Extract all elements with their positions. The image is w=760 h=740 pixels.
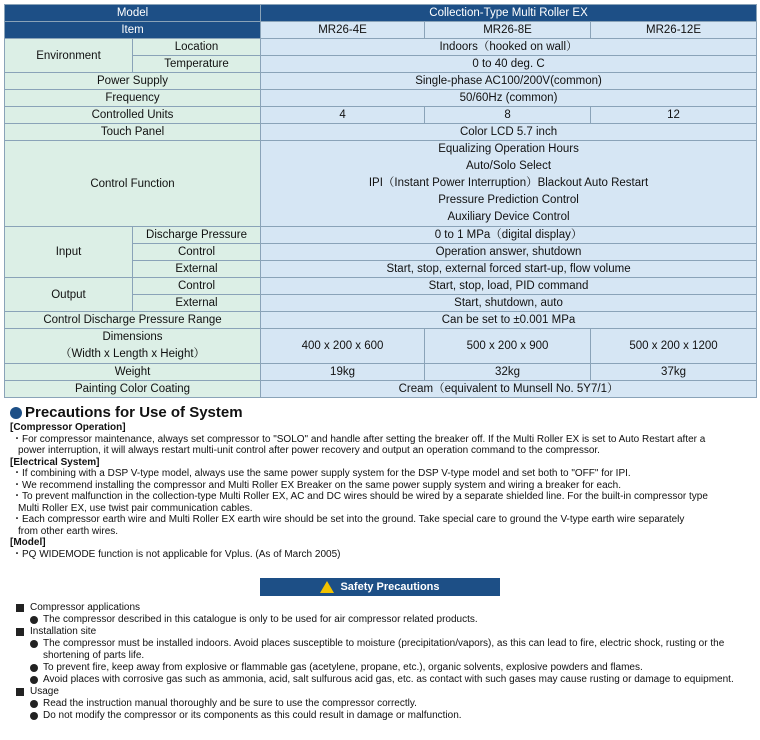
painting-value: Cream（equivalent to Munsell No. 5Y7/1）	[261, 381, 757, 398]
touch-panel-value: Color LCD 5.7 inch	[261, 124, 757, 141]
safety-item-text: The compressor must be installed indoors. Avoid places susceptible to moisture (precipitation/vapors), as this can lead to fire, electric shock, rusting or the shortening of parts life.	[43, 638, 725, 661]
safety-precautions-bar	[260, 578, 500, 596]
touch-panel-label: Touch Panel	[5, 124, 261, 141]
safety-item-text: To prevent fire, keep away from explosive or flammable gas (acetylene, propane, etc.), organic solvents, explosive powders and flames.	[43, 662, 643, 673]
safety-item	[16, 638, 751, 662]
bullet-dot-icon	[10, 407, 22, 419]
safety-category	[16, 626, 751, 638]
safety-item	[16, 662, 751, 674]
dimensions-title: Dimensions	[102, 331, 163, 343]
safety-item-text: The compressor described in this catalogue is only to be used for air compressor related products.	[43, 614, 478, 625]
weight-value-1: 19kg	[261, 364, 425, 381]
precaution-line: Multi Roller EX, use twist pair communication cables.	[18, 502, 253, 514]
model-header: Model	[5, 5, 261, 22]
power-supply-label: Power Supply	[5, 73, 261, 90]
dimension-value-3: 500 x 200 x 1200	[591, 329, 757, 364]
control-function-label: Control Function	[5, 141, 261, 227]
output-control-value: Start, stop, load, PID command	[261, 278, 757, 295]
function-item: Equalizing Operation Hours	[438, 143, 579, 155]
dimension-value-1: 400 x 200 x 600	[261, 329, 425, 364]
compressor-operation-heading: [Compressor Operation]	[10, 422, 126, 433]
controlled-units-label: Controlled Units	[5, 107, 261, 124]
precaution-line: ・If combining with a DSP V-type model, always use the same power supply system for the DSP V-type model and set both to "OFF" for IPI.	[12, 468, 631, 479]
safety-item	[16, 674, 751, 686]
safety-item-text: Avoid places with corrosive gas such as ammonia, acid, salt sulfurous acid gas, etc. as contact with such gases may cause rusting or damage to equipment.	[43, 674, 734, 685]
precautions-title-text: Precautions for Use of System	[25, 404, 243, 422]
precaution-line: ・Each compressor earth wire and Multi Roller EX earth wire should be set into the ground. Take special care to ground the V-type earth wire separately	[12, 514, 685, 525]
function-item: IPI（Instant Power Interruption）Blackout Auto Restart	[368, 177, 649, 189]
frequency-value: 50/60Hz (common)	[261, 90, 757, 107]
bullet-dot-icon	[30, 640, 38, 648]
bullet-dot-icon	[30, 616, 38, 624]
model-col-1: MR26-4E	[261, 22, 425, 39]
input-external-value: Start, stop, external forced start-up, flow volume	[261, 261, 757, 278]
temperature-value: 0 to 40 deg. C	[261, 56, 757, 73]
category-label: Installation site	[30, 626, 97, 637]
warning-icon	[320, 581, 334, 593]
input-control-label: Control	[133, 244, 261, 261]
discharge-pressure-label: Discharge Pressure	[133, 227, 261, 244]
safety-item-text: Do not modify the compressor or its components as this could result in damage or malfunction.	[43, 710, 462, 721]
location-label: Location	[133, 39, 261, 56]
output-external-value: Start, shutdown, auto	[261, 295, 757, 312]
precaution-line: ・For compressor maintenance, always set compressor to "SOLO" and handle after setting the breaker off. If the Multi Roller EX is set to Auto Restart after a	[12, 433, 706, 445]
dimension-value-2: 500 x 200 x 900	[425, 329, 591, 364]
input-control-value: Operation answer, shutdown	[261, 244, 757, 261]
precaution-line: ・PQ WIDEMODE function is not applicable for Vplus. (As of March 2005)	[12, 548, 341, 560]
units-value-3: 12	[591, 107, 757, 124]
category-label: Compressor applications	[30, 602, 141, 613]
power-supply-value: Single-phase AC100/200V(common)	[261, 73, 757, 90]
safety-item	[16, 710, 751, 722]
units-value-1: 4	[261, 107, 425, 124]
square-bullet-icon	[16, 628, 24, 636]
safety-item-text: Read the instruction manual thoroughly and be sure to use the compressor correctly.	[43, 698, 417, 709]
safety-precautions-title: Safety Precautions	[340, 581, 440, 593]
bullet-dot-icon	[30, 676, 38, 684]
electrical-system-heading: [Electrical System]	[10, 456, 100, 468]
safety-item	[16, 698, 751, 710]
control-function-list	[261, 141, 757, 227]
painting-label: Painting Color Coating	[5, 381, 261, 398]
dimensions-subtitle: （Width x Length x Height）	[59, 348, 206, 360]
weight-value-2: 32kg	[425, 364, 591, 381]
temperature-label: Temperature	[133, 56, 261, 73]
weight-label: Weight	[5, 364, 261, 381]
output-label: Output	[5, 278, 133, 312]
spec-table	[4, 4, 757, 398]
output-control-label: Control	[133, 278, 261, 295]
frequency-label: Frequency	[5, 90, 261, 107]
precautions-title	[10, 404, 750, 422]
precautions-section	[10, 404, 750, 560]
safety-item	[16, 614, 751, 626]
function-item: Auxiliary Device Control	[447, 211, 570, 223]
model-col-3: MR26-12E	[591, 22, 757, 39]
input-label: Input	[5, 227, 133, 278]
function-item: Pressure Prediction Control	[438, 194, 579, 206]
units-value-2: 8	[425, 107, 591, 124]
safety-category	[16, 602, 751, 614]
discharge-pressure-value: 0 to 1 MPa（digital display）	[261, 227, 757, 244]
function-item: Auto/Solo Select	[466, 160, 552, 172]
bullet-dot-icon	[30, 712, 38, 720]
precaution-line: from other earth wires.	[18, 525, 119, 537]
cdpr-value: Can be set to ±0.001 MPa	[261, 312, 757, 329]
location-value: Indoors（hooked on wall）	[261, 39, 757, 56]
precaution-line: ・To prevent malfunction in the collection-type Multi Roller EX, AC and DC wires should be wired by a separate shielded line. For the built-in compressor type	[12, 491, 708, 502]
precaution-line: ・We recommend installing the compressor and Multi Roller EX Breaker on the same power supply system and wiring a breaker for each.	[12, 479, 621, 491]
square-bullet-icon	[16, 688, 24, 696]
weight-value-3: 37kg	[591, 364, 757, 381]
bullet-dot-icon	[30, 664, 38, 672]
dimensions-label	[5, 329, 261, 364]
cdpr-label: Control Discharge Pressure Range	[5, 312, 261, 329]
safety-category	[16, 686, 751, 698]
input-external-label: External	[133, 261, 261, 278]
precaution-line: power interruption, it will always restart multi-unit control after power recovery and output an operation command to the compressor.	[18, 445, 600, 456]
product-header: Collection-Type Multi Roller EX	[261, 5, 757, 22]
output-external-label: External	[133, 295, 261, 312]
environment-label: Environment	[5, 39, 133, 73]
model-heading: [Model]	[10, 537, 46, 548]
bullet-dot-icon	[30, 700, 38, 708]
model-col-2: MR26-8E	[425, 22, 591, 39]
square-bullet-icon	[16, 604, 24, 612]
item-header: Item	[5, 22, 261, 39]
category-label: Usage	[30, 686, 59, 697]
safety-section	[16, 602, 751, 722]
